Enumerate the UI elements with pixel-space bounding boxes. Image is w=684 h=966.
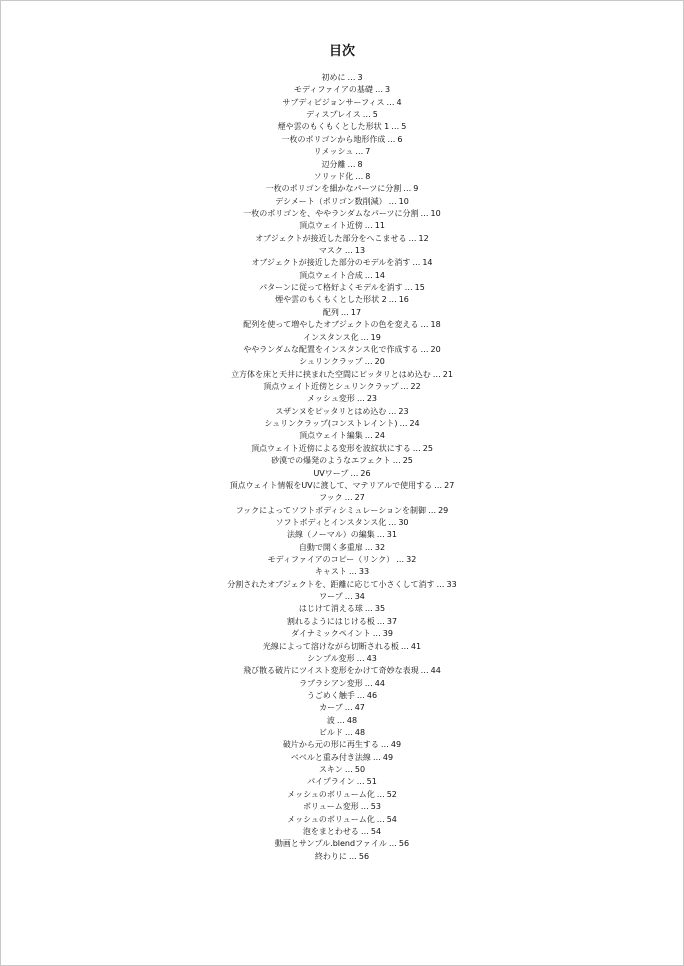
toc-entry-separator: …	[344, 728, 353, 738]
toc-entry-page: 24	[409, 419, 420, 429]
toc-entry-label: 泡をまとわせる	[302, 826, 359, 836]
toc-entry-separator: …	[434, 480, 443, 490]
toc-entry-label: 動画とサンプル.blendファイル	[274, 839, 387, 849]
toc-entry-page: 15	[414, 283, 425, 293]
toc-entry-page: 16	[398, 295, 409, 305]
toc-entry	[1, 851, 683, 863]
toc-entry-label: スザンヌをピッタリとはめ込む	[275, 406, 387, 416]
toc-entry	[1, 702, 683, 714]
toc-entry-label: UVワープ	[313, 468, 349, 478]
toc-entry-separator: …	[356, 777, 365, 787]
toc-entry-separator: …	[356, 394, 365, 404]
toc-entry-separator: …	[388, 406, 397, 416]
toc-entry-label: 一枚のポリゴンを細かなパーツに分割	[265, 184, 402, 194]
toc-entry	[1, 418, 683, 430]
toc-entry	[1, 146, 683, 158]
toc-entry	[1, 282, 683, 294]
toc-entry-label: マスク	[318, 246, 343, 256]
toc-entry-label: はじけて消える球	[298, 604, 363, 614]
toc-entry-page: 50	[354, 765, 366, 775]
toc-entry-page: 4	[396, 97, 402, 107]
toc-entry-label: 自動で開く多重扉	[298, 542, 363, 552]
toc-entry-page: 33	[446, 579, 457, 589]
toc-entry-separator: …	[355, 147, 364, 157]
toc-entry-page: 26	[360, 468, 371, 478]
toc-entry-page: 39	[382, 629, 393, 639]
toc-entry-page: 8	[365, 171, 371, 181]
toc-entry-separator: …	[336, 715, 345, 725]
toc-entry	[1, 838, 683, 850]
toc-entry-label: 頂点ウェイト合成	[299, 270, 363, 280]
toc-entry-label: シュリンクラップ(コンストレイント)	[264, 419, 398, 429]
toc-entry-label: インスタンス化	[303, 332, 359, 342]
toc-entry-separator: …	[340, 307, 349, 317]
toc-entry-label: 頂点ウェイト情報をUVに渡して、マテリアルで使用する	[229, 480, 433, 490]
toc-entry-page: 19	[370, 332, 381, 342]
toc-entry-separator: …	[376, 616, 385, 626]
toc-entry	[1, 369, 683, 381]
toc-entry-page: 41	[410, 641, 422, 651]
toc-entry	[1, 97, 683, 109]
toc-entry	[1, 393, 683, 405]
toc-entry	[1, 245, 683, 257]
toc-entry-page: 25	[402, 456, 413, 466]
toc-entry-label: 頂点ウェイト近傍による変形を波紋状にする	[251, 443, 411, 453]
toc-entry-page: 3	[357, 73, 363, 82]
toc-entry-label: シンプル変形	[307, 653, 355, 663]
toc-entry-page: 6	[397, 134, 403, 144]
toc-entry-separator: …	[436, 579, 445, 589]
toc-entry-page: 33	[358, 567, 370, 577]
toc-entry-page: 51	[366, 777, 377, 787]
toc-entry-separator: …	[364, 604, 373, 614]
toc-entry	[1, 171, 683, 183]
toc-entry	[1, 579, 683, 591]
toc-entry-label: モディファイアのコピー（リンク）	[267, 555, 395, 565]
toc-entry-page: 12	[418, 233, 429, 243]
toc-entry-label: 砂漠での爆発のようなエフェクト	[271, 456, 391, 466]
toc-entry-label: サブディビジョンサーフィス	[282, 97, 385, 107]
toc-entry	[1, 628, 683, 640]
toc-entry-separator: …	[408, 233, 417, 243]
toc-entry-separator: …	[356, 690, 365, 700]
toc-entry-label: シュリンクラップ	[299, 357, 363, 367]
toc-entry	[1, 84, 683, 96]
toc-entry	[1, 492, 683, 504]
toc-entry-page: 32	[374, 542, 386, 552]
toc-entry	[1, 430, 683, 442]
toc-entry-label: 光線によって溶けながら切断される板	[262, 641, 399, 651]
toc-entry	[1, 739, 683, 751]
toc-entry	[1, 826, 683, 838]
toc-entry-page: 5	[401, 122, 407, 132]
toc-entry-separator: …	[355, 171, 364, 181]
toc-entry	[1, 233, 683, 245]
toc-entry	[1, 220, 683, 232]
toc-entry-page: 23	[366, 394, 378, 404]
toc-entry-separator: …	[372, 629, 381, 639]
toc-entry-label: パターンに従って格好よくモデルを消す	[259, 283, 403, 293]
toc-entry-separator: …	[364, 431, 373, 441]
toc-entry-separator: …	[364, 678, 373, 688]
toc-entry-separator: …	[344, 592, 353, 602]
toc-entry-label: 辺分離	[321, 159, 346, 169]
toc-entry	[1, 208, 683, 220]
toc-entry	[1, 480, 683, 492]
toc-entry-page: 13	[354, 246, 366, 256]
toc-entry-page: 48	[354, 728, 366, 738]
toc-entry-page: 27	[444, 480, 455, 490]
toc-entry-separator: …	[350, 468, 359, 478]
toc-entry-page: 53	[370, 802, 381, 812]
toc-entry-page: 44	[430, 666, 441, 676]
toc-entry-label: ワープ	[319, 592, 343, 602]
toc-entry-separator: …	[347, 159, 356, 169]
toc-entry-separator: …	[360, 826, 369, 836]
toc-entry-separator: …	[388, 295, 397, 305]
toc-entry-label: パイプライン	[307, 777, 355, 787]
toc-entry	[1, 109, 683, 121]
toc-entry-separator: …	[360, 332, 369, 342]
toc-entry-label: 分割されたオブジェクトを、距離に応じて小さくして消す	[227, 579, 435, 589]
toc-entry-page: 31	[386, 530, 397, 540]
toc-entry	[1, 616, 683, 628]
toc-entry	[1, 406, 683, 418]
toc-entry-page: 54	[370, 826, 382, 836]
toc-entry	[1, 591, 683, 603]
toc-entry	[1, 196, 683, 208]
toc-entry-page: 7	[365, 147, 371, 157]
toc-entry-separator: …	[344, 493, 353, 503]
toc-entry-page: 9	[413, 184, 419, 194]
toc-entry	[1, 356, 683, 368]
toc-entry	[1, 727, 683, 739]
toc-entry	[1, 603, 683, 615]
toc-entry	[1, 715, 683, 727]
toc-entry	[1, 183, 683, 195]
toc-entry	[1, 517, 683, 529]
toc-entry	[1, 257, 683, 269]
toc-list	[1, 72, 683, 863]
toc-entry-page: 46	[366, 690, 378, 700]
toc-entry-page: 49	[382, 752, 394, 762]
toc-entry-label: 割れるようにはじける板	[286, 616, 375, 626]
toc-entry-separator: …	[386, 97, 395, 107]
toc-entry	[1, 159, 683, 171]
toc-entry-page: 35	[374, 604, 386, 614]
toc-entry	[1, 690, 683, 702]
toc-entry-separator: …	[374, 85, 383, 95]
toc-entry-label: ボリューム変形	[303, 802, 359, 812]
toc-entry-label: 頂点ウェイト編集	[299, 431, 363, 441]
toc-entry-label: フック	[319, 493, 343, 503]
toc-entry-page: 14	[422, 258, 433, 268]
toc-entry	[1, 134, 683, 146]
toc-entry-page: 52	[386, 789, 397, 799]
toc-entry-label: 配列を使って増やしたオブジェクトの色を変える	[243, 320, 419, 330]
toc-entry	[1, 332, 683, 344]
toc-entry-separator: …	[412, 258, 421, 268]
toc-entry-separator: …	[364, 542, 373, 552]
toc-entry	[1, 789, 683, 801]
toc-entry-label: 終わりに	[314, 851, 347, 861]
toc-entry-separator: …	[399, 419, 408, 429]
toc-entry-label: メッシュ変形	[306, 394, 355, 404]
toc-entry-label: キャスト	[314, 567, 347, 577]
toc-entry-separator: …	[388, 196, 397, 206]
toc-entry-separator: …	[396, 555, 405, 565]
toc-entry-label: メッシュのボリューム化	[287, 814, 375, 824]
toc-entry-separator: …	[412, 443, 421, 453]
toc-entry-label: 煙や雲のもくもくとした形状 2	[275, 295, 387, 305]
toc-entry-separator: …	[376, 530, 385, 540]
toc-entry-separator: …	[400, 641, 409, 651]
toc-entry	[1, 801, 683, 813]
toc-entry-separator: …	[420, 666, 429, 676]
toc-entry-separator: …	[344, 765, 353, 775]
toc-entry	[1, 814, 683, 826]
toc-entry	[1, 270, 683, 282]
toc-entry-page: 54	[386, 814, 397, 824]
toc-entry	[1, 653, 683, 665]
toc-entry-page: 32	[406, 555, 417, 565]
toc-entry-page: 56	[398, 839, 410, 849]
toc-entry-label: 立方体を床と天井に挟まれた空間にピッタリとはめ込む	[231, 369, 431, 379]
toc-entry-label: ディスプレイス	[306, 110, 361, 120]
toc-entry-separator: …	[404, 283, 413, 293]
toc-entry	[1, 455, 683, 467]
toc-entry	[1, 752, 683, 764]
toc-entry-separator: …	[403, 184, 412, 194]
toc-entry-separator: …	[388, 517, 397, 527]
toc-entry	[1, 665, 683, 677]
toc-entry	[1, 294, 683, 306]
toc-entry-page: 43	[366, 653, 377, 663]
toc-entry	[1, 72, 683, 84]
toc-entry-separator: …	[420, 344, 429, 354]
toc-entry-separator: …	[420, 320, 429, 330]
toc-entry-label: 一枚のポリゴンを、ややランダムなパーツに分割	[243, 208, 419, 218]
toc-entry-label: デシメート（ポリゴン数削減）	[275, 196, 387, 206]
toc-entry-label: メッシュのボリューム化	[287, 789, 375, 799]
toc-entry-separator: …	[372, 752, 381, 762]
toc-entry-label: 頂点ウェイト近傍	[299, 221, 363, 231]
toc-entry-separator: …	[392, 456, 401, 466]
toc-entry	[1, 443, 683, 455]
toc-entry-page: 10	[430, 208, 441, 218]
toc-entry	[1, 121, 683, 133]
toc-entry-separator: …	[344, 246, 353, 256]
toc-entry-page: 5	[372, 110, 378, 120]
toc-entry-separator: …	[420, 208, 429, 218]
toc-entry	[1, 776, 683, 788]
toc-entry-page: 14	[374, 270, 385, 280]
toc-entry-page: 23	[398, 406, 409, 416]
toc-entry-separator: …	[348, 567, 357, 577]
toc-entry-separator: …	[364, 357, 373, 367]
toc-entry-label: 配列	[322, 307, 339, 317]
toc-entry-label: 初めに	[321, 73, 346, 82]
toc-entry-page: 56	[358, 851, 370, 861]
toc-entry-page: 21	[442, 369, 453, 379]
toc-entry-label: ややランダムな配置をインスタンス化で作成する	[243, 344, 419, 354]
toc-entry-label: うごめく触手	[306, 690, 355, 700]
toc-entry-label: ラプラシアン変形	[299, 678, 363, 688]
toc-entry	[1, 468, 683, 480]
toc-entry-label: リメッシュ	[313, 147, 354, 157]
toc-title: 目次	[328, 44, 355, 59]
toc-entry-page: 29	[438, 505, 449, 515]
toc-entry-label: 波	[326, 715, 335, 725]
toc-entry-separator: …	[356, 653, 365, 663]
toc-entry-page: 37	[386, 616, 398, 626]
toc-entry	[1, 554, 683, 566]
toc-entry-label: 飛び散る破片にツイスト変形をかけて奇妙な表現	[243, 666, 419, 676]
toc-entry-label: 煙や雲のもくもくとした形状 1	[277, 122, 390, 132]
toc-entry	[1, 307, 683, 319]
toc-entry-page: 24	[374, 431, 385, 441]
toc-entry-page: 8	[357, 159, 363, 169]
toc-entry	[1, 641, 683, 653]
toc-entry-page: 11	[374, 221, 385, 231]
toc-entry-separator: …	[348, 851, 357, 861]
toc-entry-page: 20	[374, 357, 385, 367]
toc-entry	[1, 381, 683, 393]
toc-entry-label: モディファイアの基礎	[293, 85, 373, 95]
toc-entry	[1, 764, 683, 776]
toc-entry-label: カーブ	[319, 703, 343, 713]
toc-entry-label: 法線（ノーマル）の編集	[287, 530, 375, 540]
toc-entry-page: 18	[430, 320, 441, 330]
toc-entry	[1, 542, 683, 554]
toc-entry-page: 17	[350, 307, 362, 317]
toc-entry-label: ソフトボディとインスタンス化	[275, 517, 387, 527]
toc-entry-label: 破片から元の形に再生する	[282, 740, 379, 750]
toc-entry-label: オブジェクトが接近した部分をへこませる	[255, 233, 407, 243]
toc-entry-page: 34	[354, 592, 365, 602]
toc-entry-page: 48	[346, 715, 358, 725]
toc-entry	[1, 566, 683, 578]
toc-entry-separator: …	[376, 789, 385, 799]
toc-entry-separator: …	[380, 740, 389, 750]
toc-entry	[1, 678, 683, 690]
toc-entry-label: ビルド	[318, 728, 343, 738]
toc-entry-separator: …	[391, 122, 400, 132]
toc-entry-page: 30	[398, 517, 409, 527]
toc-entry-separator: …	[388, 839, 397, 849]
toc-entry-separator: …	[347, 73, 356, 82]
toc-entry-separator: …	[387, 134, 396, 144]
toc-entry	[1, 344, 683, 356]
toc-entry	[1, 505, 683, 517]
toc-entry-page: 27	[354, 493, 365, 503]
toc-entry-label: オブジェクトが接近した部分のモデルを消す	[251, 258, 411, 268]
toc-entry-separator: …	[376, 814, 385, 824]
toc-entry	[1, 319, 683, 331]
toc-entry-label: ダイナミックペイント	[291, 629, 371, 639]
toc-entry-page: 22	[410, 381, 421, 391]
toc-entry-label: ベベルと重み付き法線	[290, 752, 371, 762]
toc-entry-label: 一枚のポリゴンから地形作成	[281, 134, 386, 144]
toc-entry-label: スキン	[318, 765, 343, 775]
toc-entry-page: 25	[422, 443, 433, 453]
toc-entry-label: ソリッド化	[313, 171, 354, 181]
toc-entry-separator: …	[432, 369, 441, 379]
toc-entry-separator: …	[360, 802, 369, 812]
toc-entry-separator: …	[362, 110, 371, 120]
toc-entry-label: フックによってソフトボディシミュレーションを制御	[235, 505, 427, 515]
toc-entry-separator: …	[364, 221, 373, 231]
toc-entry-separator: …	[400, 381, 409, 391]
toc-entry-label: 頂点ウェイト近傍とシュリンクラップ	[263, 381, 399, 391]
toc-entry-separator: …	[364, 270, 373, 280]
toc-entry	[1, 529, 683, 541]
toc-entry-page: 20	[430, 344, 441, 354]
toc-entry-page: 49	[390, 740, 402, 750]
toc-entry-page: 3	[384, 85, 391, 95]
toc-entry-page: 10	[398, 196, 409, 206]
toc-entry-page: 47	[354, 703, 365, 713]
toc-entry-separator: …	[428, 505, 437, 515]
toc-entry-page: 44	[374, 678, 385, 688]
toc-entry-separator: …	[344, 703, 353, 713]
